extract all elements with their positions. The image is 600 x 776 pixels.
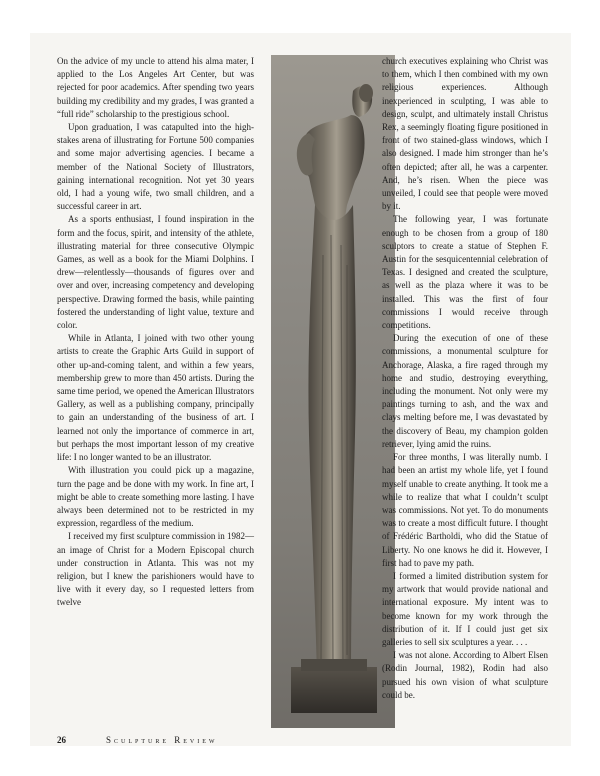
paragraph: church executives explaining who Christ was to them, which I then combined with my own religious experiences. Although inexperienced in sculpting, I was able to design, sculpt, and ultimately install Christus Rex, a seemingly floating figure positioned in front of two stained-glass windows, which I also designed. I made him stronger than he’s often depicted; after all, he was a carpenter. And, he’s risen. When the piece was unveiled, I could see that people were moved by it. (382, 56, 548, 212)
magazine-title: Sculpture Review (106, 735, 218, 745)
paragraph: I was not alone. According to Albert Elsen (Rodin Journal, 1982), Rodin had also pursued his own vision of what sculpture could be. (382, 650, 548, 700)
paragraph: As a sports enthusiast, I found inspiration in the form and the focus, spirit, and intensity of the athlete, illustrating material for three consecutive Olympic Games, as well as a book for the Miami Dolphins. I drew—relentlessly—thousands of figures over and over and over, increasing competency and developing perspective. Drawing formed the basis, while painting fostered the understanding of light value, texture and color. (57, 214, 254, 331)
sculpture-base-top (301, 659, 367, 671)
paragraph: I formed a limited distribution system for my artwork that would provide national and international exposure. My intent was to become known for my work through the distribution of it. If I could just get six galleries to sell six sculptures a year. . . . (382, 570, 548, 647)
left-text-column (57, 55, 254, 610)
sculpture-base (291, 667, 377, 713)
page-number: 26 (57, 735, 66, 745)
sculpture-photo (271, 55, 395, 728)
bronze-figure-image (271, 55, 395, 728)
figure-hair (359, 84, 373, 102)
paragraph: The following year, I was fortunate enough to be chosen from a group of 180 sculptors to create a statue of Stephen F. Austin for the sesquicentennial celebration of Texas. I designed and created the sculpture, as well as the plaza where it was to be installed. This was the first of four commissions I would receive through competitions. (382, 214, 548, 331)
paragraph: During the execution of one of these commissions, a monumental sculpture for Anchorage, Alaska, a fire raged through my home and studio, destroying everything, including the monument. Not only were my paintings turning to ash, and the wax and clays melting before me, I was devastated by the discovery of Beau, my champion golden retriever, lying amid the ruins. (382, 333, 548, 449)
magazine-page (30, 33, 571, 746)
paragraph: While in Atlanta, I joined with two other young artists to create the Graphic Arts Guild in support of other up-and-coming talent, and within a few years, membership grew to more than 450 artists. During the same time period, we opened the American Illustrators Gallery, as well as a publishing company, principally to gain an understanding of the business of art. I learned not only the importance of commerce in art, but perhaps the most important lesson of my creative life: I no longer wanted to be an illustrator. (57, 333, 254, 463)
paragraph: For three months, I was literally numb. I had been an artist my whole life, yet I found myself unable to create anything. It took me a while to realize that what I couldn’t sculpt was commissions. Not yet. To do monuments was to create a most difficult future. I thought of Frédéric Bartholdi, who did the Statue of Liberty. No one knows he did it. However, I first had to pave my path. (382, 452, 548, 568)
right-text-column (382, 55, 548, 702)
page-footer (57, 733, 218, 747)
paragraph: I received my first sculpture commission in 1982—an image of Christ for a Modern Episcopal church under construction in Atlanta. This was not my religion, but I knew the parishioners would have to live with it every day, so I requested letters from twelve (57, 531, 254, 608)
paragraph: On the advice of my uncle to attend his alma mater, I applied to the Los Angeles Art Center, but was rejected for poor academics. After spending two years building my credibility and my grades, I was granted a “full ride” scholarship to the prestigious school. (57, 56, 254, 119)
paragraph: Upon graduation, I was catapulted into the high-stakes arena of illustrating for Fortune 500 companies and some major advertising agencies. I became a member of the National Society of Illustrators, gaining international recognition. Not yet 30 years old, I had a young wife, two small children, and a successful career in art. (57, 122, 254, 212)
paragraph: With illustration you could pick up a magazine, turn the page and be done with my work. In fine art, I might be able to create something more lasting. I have always been determined not to be restricted in my expression, regardless of the medium. (57, 465, 254, 529)
